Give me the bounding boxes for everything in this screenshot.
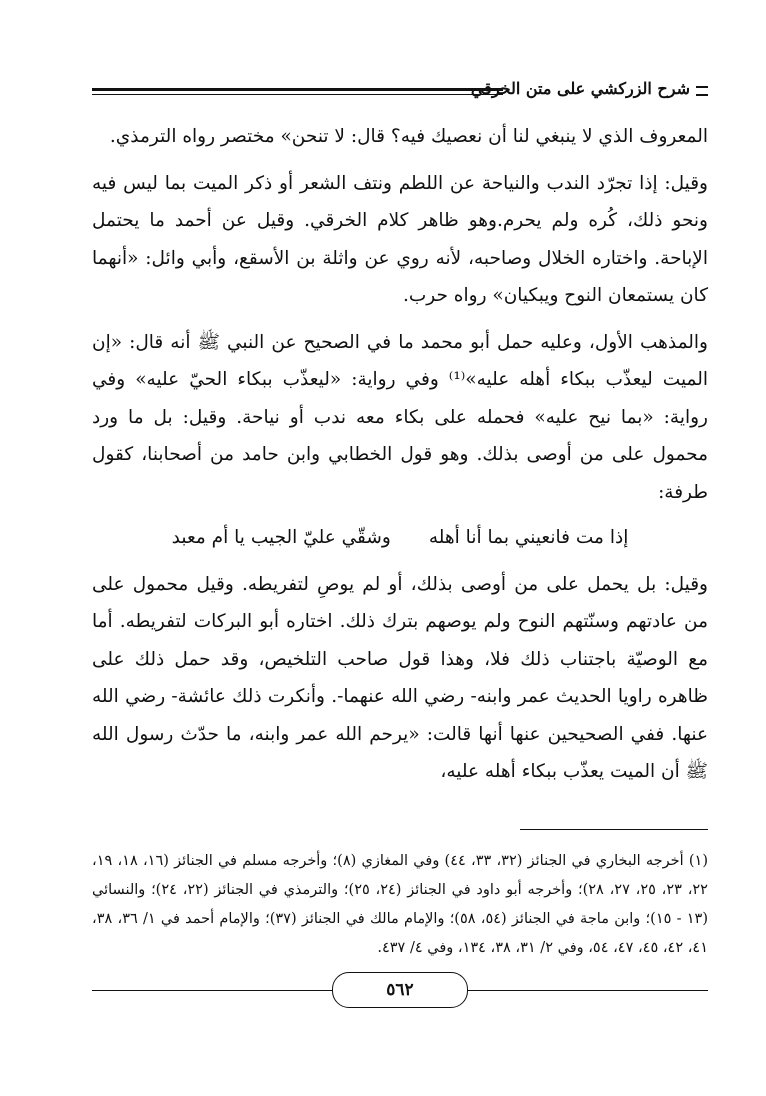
main-text — [92, 118, 708, 791]
poem-hemistich-1: إذا مت فانعيني بما أنا أهله — [428, 527, 629, 548]
header-ornament — [696, 86, 708, 96]
poem-verse — [92, 519, 708, 557]
paragraph-3: والمذهب الأول، وعليه حمل أبو محمد ما في الصحيح عن النبي ﷺ أنه قال: «إن الميت ليعذّب ببكاء أهله عليه»⁽¹⁾ وفي رواية: «ليعذّب ببكاء الحيّ عليه» وفي رواية: «بما نيح عليه» فحمله على بكاء معه ندب أو نياحة. وقيل: بل ما ورد محمول على من أوصى بذلك. وهو قول الخطابي وابن حامد من أصحابنا، كقول طرفة: — [92, 331, 709, 503]
poem-hemistich-2: وشقّي عليّ الجيب يا أم معبد — [171, 527, 391, 548]
paragraph-1: المعروف الذي لا ينبغي لنا أن نعصيك فيه؟ قال: لا تنحن» مختصر رواه الترمذي. — [109, 126, 708, 147]
running-header — [92, 78, 708, 104]
page-number: ٥٦٢ — [332, 972, 468, 1008]
paragraph-4: وقيل: بل يحمل على من أوصى بذلك، أو لم يوصِ لتفريطه. وقيل محمول على من عادتهم وسنّتهم النوح ولم يوصهم بترك ذلك. اختاره أبو البركات لتفريطه. أما مع الوصيّة باجتناب ذلك فلا، وهذا قول صاحب التلخيص، وقد حمل ذلك على ظاهره راويا الحديث عمر وابنه- رضي الله عنهما-. وأنكرت ذلك عائشة- رضي الله عنها. ففي الصحيحين عنها أنها قالت: «يرحم الله عمر وابنه، ما حدّث رسول الله ﷺ أن الميت يعذّب ببكاء أهله عليه، — [92, 573, 708, 782]
paragraph-2: وقيل: إذا تجرّد الندب والنياحة عن اللطم ونتف الشعر أو ذكر الميت بما ليس فيه ونحو ذلك، كُره ولم يحرم.وهو ظاهر كلام الخرقي. وقيل عن أحمد ما يحتمل الإباحة. واختاره الخلال وصاحبه، لأنه روي عن واثلة بن الأسقع، وأبي وائل: «أنهما كان يستمعان النوح ويبكيان» رواه حرب. — [92, 172, 708, 306]
header-title: شرح الزركشي على متن الخرقي — [463, 78, 690, 100]
page-number-plate — [92, 968, 708, 1018]
footnote-separator — [520, 829, 708, 830]
header-rule — [92, 88, 503, 95]
book-page — [92, 0, 708, 1096]
footnote-1: (١) أخرجه البخاري في الجنائز (٣٢، ٣٣، ٤٤) وفي المغازي (٨)؛ وأخرجه مسلم في الجنائز (١٦، ١٨، ١٩، ٢٢، ٢٣، ٢٥، ٢٧، ٢٨)؛ وأخرجه أبو داود في الجنائز (٢٤، ٢٥)؛ والترمذي في الجنائز (٢٢، ٢٤)؛ والنسائي (١٣ - ١٥)؛ وابن ماجة في الجنائز (٥٤، ٥٨)؛ والإمام مالك في الجنائز (٣٧)؛ والإمام أحمد في ١/ ٣٦، ٣٨، ٤١، ٤٢، ٤٥، ٤٧، ٥٤، وفي ٢/ ٣١، ٣٨، ١٣٤، وفي ٤/ ٤٣٧. — [92, 853, 709, 956]
